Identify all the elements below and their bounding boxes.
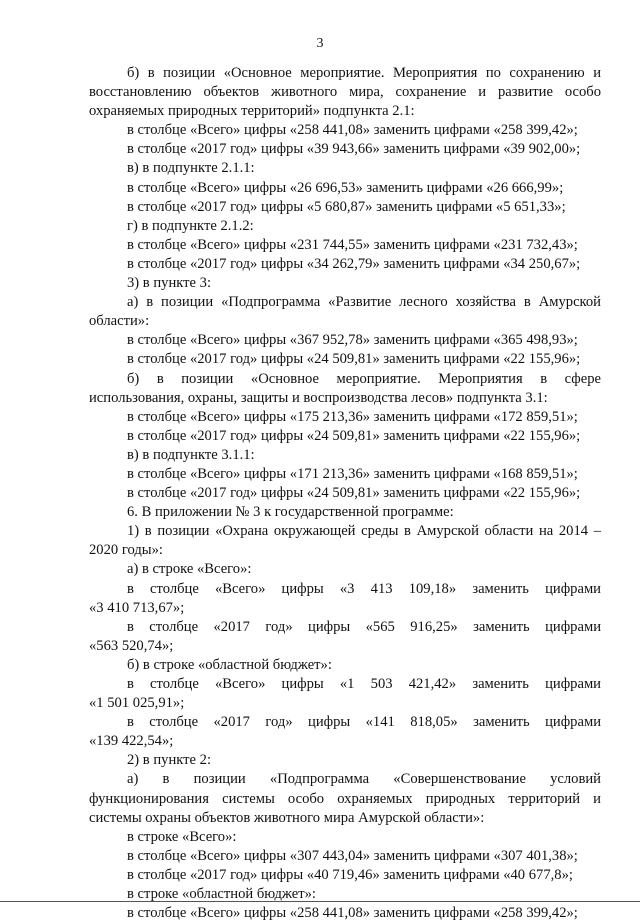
text-line: б) в позиции «Основное мероприятие. Мероприятия в сфере (127, 370, 601, 387)
text-line: в столбце «2017 год» цифры «39 943,66» заменить цифрами «39 902,00»; (127, 141, 581, 158)
text-line: г) в подпункте 2.1.2: (127, 217, 254, 234)
text-line: в столбце «2017 год» цифры «565 916,25» заменить цифрами (127, 618, 601, 635)
text-line: в столбце «Всего» цифры «171 213,36» заменить цифрами «168 859,51»; (127, 465, 578, 482)
text-line: 1) в позиции «Охрана окружающей среды в Амурской области на 2014 – (127, 523, 601, 540)
text-line: «3 410 713,67»; (89, 599, 185, 616)
text-line: в строке «Всего»: (127, 828, 237, 845)
text-line: «563 520,74»; (89, 637, 174, 654)
text-line: восстановлению объектов животного мира, сохранение и развитие особо (89, 84, 601, 101)
text-line: 2020 годы»: (89, 542, 163, 559)
text-line: б) в позиции «Основное мероприятие. Мероприятия по сохранению и (127, 65, 601, 81)
text-line: в столбце «Всего» цифры «26 696,53» заменить цифрами «26 666,99»; (127, 179, 564, 196)
text-line: области»: (89, 313, 150, 330)
text-line: в строке «областной бюджет»: (127, 886, 316, 903)
text-line: функционирования системы особо охраняемых природных территорий и (89, 790, 601, 807)
text-line: в столбце «2017 год» цифры «24 509,81» заменить цифрами «22 155,96»; (127, 427, 581, 444)
text-line: в столбце «2017 год» цифры «24 509,81» заменить цифрами «22 155,96»; (127, 485, 581, 502)
text-line: а) в позиции «Подпрограмма «Развитие лесного хозяйства в Амурской (127, 294, 601, 311)
page-bottom-edge (0, 901, 640, 905)
text-line: 6. В приложении № 3 к государственной программе: (127, 504, 454, 521)
text-line: в) в подпункте 2.1.1: (127, 160, 255, 177)
text-line: в столбце «Всего» цифры «231 744,55» заменить цифрами «231 732,43»; (127, 236, 578, 253)
text-line: в столбце «Всего» цифры «175 213,36» заменить цифрами «172 859,51»; (127, 408, 578, 425)
text-line: в столбце «2017 год» цифры «141 818,05» заменить цифрами (127, 714, 601, 731)
text-line: в столбце «Всего» цифры «307 443,04» заменить цифрами «307 401,38»; (127, 847, 578, 864)
text-line: в) в подпункте 3.1.1: (127, 446, 255, 463)
text-line: «1 501 025,91»; (89, 695, 185, 712)
text-line: системы охраны объектов животного мира Амурской области»: (89, 809, 485, 826)
text-line: «139 422,54»; (89, 733, 174, 750)
text-line: в столбце «2017 год» цифры «24 509,81» заменить цифрами «22 155,96»; (127, 351, 581, 368)
text-line: охраняемых природных территорий» подпункта 2.1: (89, 103, 415, 120)
text-line: использования, охраны, защиты и воспроизводства лесов» подпункта 3.1: (89, 389, 548, 406)
text-line: а) в позиции «Подпрограмма «Совершенствование условий (127, 771, 601, 788)
document-body (89, 64, 601, 923)
text-line: а) в строке «Всего»: (127, 561, 252, 578)
text-line: в столбце «Всего» цифры «258 441,08» заменить цифрами «258 399,42»; (127, 905, 578, 922)
text-line: в столбце «2017 год» цифры «40 719,46» заменить цифрами «40 677,8»; (127, 866, 573, 883)
text-line: в столбце «Всего» цифры «367 952,78» заменить цифрами «365 498,93»; (127, 332, 578, 349)
page-number: 3 (316, 36, 324, 51)
text-line: в столбце «2017 год» цифры «5 680,87» заменить цифрами «5 651,33»; (127, 198, 566, 215)
text-line: 3) в пункте 3: (127, 275, 212, 292)
text-line: в столбце «Всего» цифры «1 503 421,42» заменить цифрами (127, 676, 601, 692)
text-line: 2) в пункте 2: (127, 752, 212, 769)
text-line: в столбце «Всего» цифры «258 441,08» заменить цифрами «258 399,42»; (127, 122, 578, 139)
text-line: в столбце «Всего» цифры «3 413 109,18» заменить цифрами (127, 580, 601, 597)
text-line: в столбце «2017 год» цифры «34 262,79» заменить цифрами «34 250,67»; (127, 255, 581, 272)
text-line: б) в строке «областной бюджет»: (127, 656, 332, 673)
